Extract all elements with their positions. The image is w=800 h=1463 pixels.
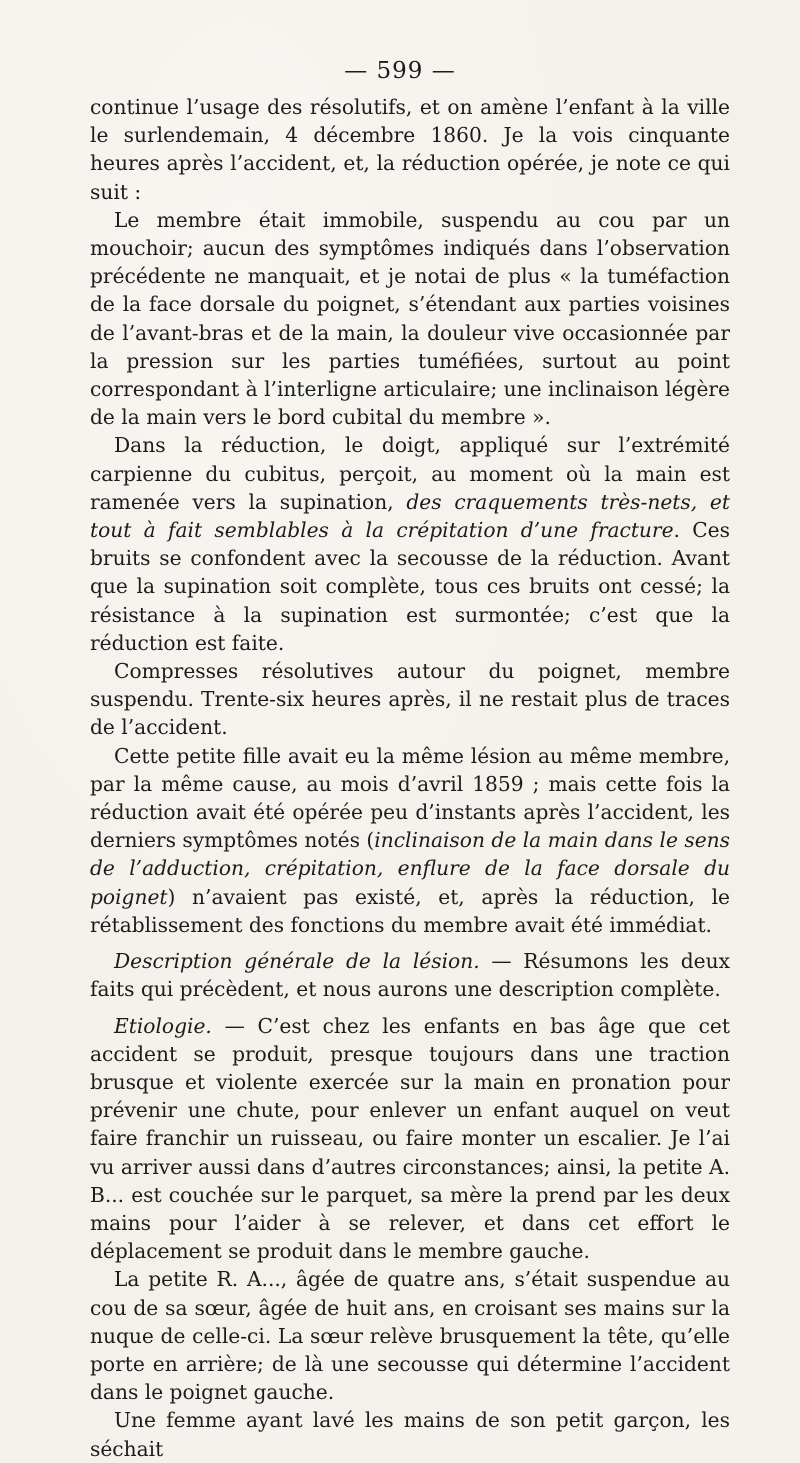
section-etiologie xyxy=(90,1012,730,1266)
section-description xyxy=(90,947,730,1003)
paragraph-3-text-end: . Ces bruits se confondent avec la secousse de la réduction. Avant que la supination soit complète, tous ces bruits ont cessé; la résistance à la supination est surmontée; c’est que la réduction est faite. xyxy=(90,518,730,655)
paragraph-5-text: Cette petite fille avait eu la même lésion au même membre, par la même cause, au mois d’avril 1859 ; mais cette fois la réduction avait été opérée peu d’instants après l’accident, les derniers symptômes notés ( xyxy=(90,743,730,853)
paragraph-5-text-end: ) n’avaient pas existé, et, après la réduction, le rétablissement des fonctions du membre avait été immédiat. xyxy=(90,884,730,937)
paragraph-3-italic: des craquements très-nets, et tout à fait semblables à la crépitation d’une fracture xyxy=(90,489,730,543)
body-text xyxy=(90,93,730,1463)
page-number: — 599 — xyxy=(344,58,456,84)
section-etiologie-text: — C’est chez les enfants en bas âge que cet accident se produit, presque toujours dans une traction brusque et violente exercée sur la main en pronation pour prévenir une chute, pour enlever un enfant auquel on veut faire franchir un ruisseau, ou faire monter un escalier. Je l’ai vu arriver aussi dans d’autres circonstances; ainsi, la petite A. B... est couchée sur le parquet, sa mère la prend par les deux mains pour l’aider à se relever, et dans cet effort le déplacement se produit dans le membre gauche. xyxy=(90,1013,730,1264)
paragraph-5-italic: inclinaison de la main dans le sens de l’adduction, crépitation, enflure de la face dorsale du poignet xyxy=(90,828,730,909)
section-description-text: — Résumons les deux faits qui précèdent, et nous aurons une description complète. xyxy=(90,949,730,1002)
section-heading-etiologie: Etiologie. xyxy=(114,1013,212,1038)
paragraph-8: La petite R. A..., âgée de quatre ans, s’était suspendue au cou de sa sœur, âgée de huit ans, en croisant ses mains sur la nuque de celle-ci. La sœur relève brusquement la tête, qu’elle porte en arrière; de là une secousse qui détermine l’accident dans le poignet gauche. xyxy=(90,1267,730,1405)
paragraph-2: Le membre était immobile, suspendu au cou par un mouchoir; aucun des symptômes indiqués dans l’observation précédente ne manquait, et je notai de plus « la tuméfaction de la face dorsale du poignet, s’étendant aux parties voisines de l’avant-bras et de la main, la douleur vive occasionnée par la pression sur les parties tuméfiées, surtout au point correspondant à l’interligne articulaire; une inclinaison légère de la main vers le bord cubital du membre ». xyxy=(90,207,730,430)
paragraph-3 xyxy=(90,431,730,657)
paragraph-5 xyxy=(90,742,730,939)
section-heading-description: Description générale de la lésion. xyxy=(114,949,480,974)
paragraph-1: continue l’usage des résolutifs, et on amène l’enfant à la ville le surlendemain, 4 décembre 1860. Je la vois cinquante heures après l’accident, et, la réduction opérée, je note ce qui suit : xyxy=(90,95,730,204)
paragraph-9: Une femme ayant lavé les mains de son petit garçon, les séchait xyxy=(90,1408,730,1461)
paragraph-3-text: Dans la réduction, le doigt, appliqué sur l’extrémité carpienne du cubitus, perçoit, au moment où la main est ramenée vers la supination, xyxy=(90,433,730,514)
paragraph-4: Compresses résolutives autour du poignet, membre suspendu. Trente-six heures après, il ne restait plus de traces de l’accident. xyxy=(90,659,730,740)
